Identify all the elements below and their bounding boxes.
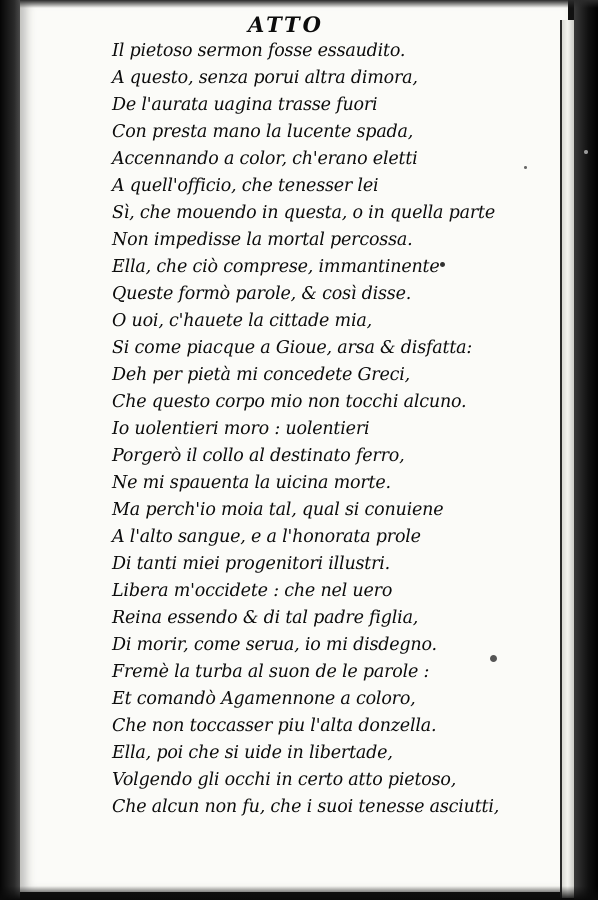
verse-line: Il pietoso sermon fosse essaudito. xyxy=(112,41,406,61)
verse-line: A l'alto sangue, e a l'honorata prole xyxy=(112,527,421,547)
verse-line: Et comandò Agamennone a coloro, xyxy=(112,689,416,709)
verse-line: Reina essendo & di tal padre figlia, xyxy=(112,608,419,628)
verse-line: Che alcun non fu, che i suoi tenesse asciutti, xyxy=(112,797,500,817)
right-binding-shadow xyxy=(574,0,598,900)
verse-line: Di tanti miei progenitori illustri. xyxy=(112,554,391,574)
verse-line: Che non toccasser piu l'alta donzella. xyxy=(112,716,437,736)
verse-line: Fremè la turba al suon de le parole : xyxy=(112,662,430,682)
verse-line: Ma perch'io moia tal, qual si conuiene xyxy=(112,500,444,520)
verse-line: Accennando a color, ch'erano eletti xyxy=(112,149,418,169)
verse-line: A quell'officio, che tenesser lei xyxy=(112,176,379,196)
verse-line: Ella, poi che si uide in libertade, xyxy=(112,743,393,763)
ink-speck xyxy=(584,150,588,154)
bottom-shadow xyxy=(0,886,598,900)
verse-line: Queste formò parole, & così disse. xyxy=(112,284,412,304)
running-head: ATTO xyxy=(248,12,324,37)
verse-line: O uoi, c'hauete la cittade mia, xyxy=(112,311,372,331)
verse-line: Volgendo gli occhi in certo atto pietoso, xyxy=(112,770,457,790)
verse-line: Di morir, come serua, io mi disdegno. xyxy=(112,635,437,655)
verse-line: Ella, che ciò comprese, immantinente xyxy=(112,257,440,277)
verse-line: De l'aurata uagina trasse fuori xyxy=(112,95,378,115)
verse-line: Si come piacque a Gioue, arsa & disfatta: xyxy=(112,338,473,358)
verse-line: Che questo corpo mio non tocchi alcuno. xyxy=(112,392,467,412)
verse-line: Porgerò il collo al destinato ferro, xyxy=(112,446,405,466)
verse-line: Con presta mano la lucente spada, xyxy=(112,122,414,142)
verse-line: A questo, senza porui altra dimora, xyxy=(112,68,418,88)
verse-line: Libera m'occidete : che nel uero xyxy=(112,581,393,601)
verse-line: Ne mi spauenta la uicina morte. xyxy=(112,473,391,493)
top-shadow xyxy=(20,0,598,8)
verse-line: Io uolentieri moro : uolentieri xyxy=(112,419,370,439)
verse-line: Non impedisse la mortal percossa. xyxy=(112,230,413,250)
verse-line: Deh per pietà mi concedete Greci, xyxy=(112,365,410,385)
left-gutter-shadow xyxy=(0,0,20,900)
verse-list xyxy=(112,38,552,821)
verse-line: Sì, che mouendo in questa, o in quella parte xyxy=(112,203,496,223)
